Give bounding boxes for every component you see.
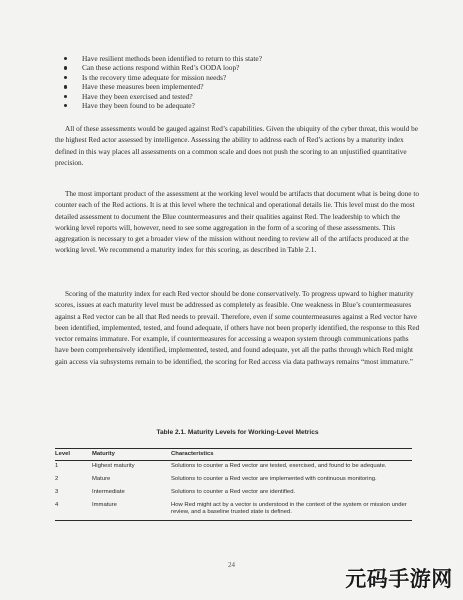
table-row <box>55 460 412 473</box>
table-row <box>55 474 412 487</box>
cell-level: 2 <box>55 476 59 483</box>
list-item: Have resilient methods been identified to return to this state? <box>64 54 444 63</box>
paragraph-scoring: Scoring of the maturity index for each Red vector should be done conservatively. To progress upward to higher maturity scores, issues at each maturity level must be addressed as completely as feasible. One weakness in Blue’s countermeasures against a Red vector can be all that Red needs to prevail. Therefore, even if some countermeasures against a Red vector have been identified, implemented, tested, and found adequate, if others have not been properly identified, the response to this Red vector remains immature. For example, if countermeasures for accessing a weapon system through communications paths have been comprehensively identified, implemented, tested, and found adequate, yet all the paths through which Red might gain access via subsystems remain to be identified, the scoring for Red access via data pathways remains “most immature.” <box>55 290 420 366</box>
table-title: Table 2.1. Maturity Levels for Working-Level Metrics <box>156 429 319 436</box>
paragraph-assessments: All of these assessments would be gauged against Red’s capabilities. Given the ubiquity of the cyber threat, this would be the highest Red actor assessed by intelligence. Assessing the ability to address each of Red’s actions by a maturity index defined in this way places all assessments on a common scale and does not push the scoring to an unjustified quantitative precision. <box>55 125 418 167</box>
list-item: Is the recovery time adequate for mission needs? <box>64 73 444 82</box>
cell-maturity: Immature <box>92 500 171 521</box>
table-row <box>55 487 412 500</box>
cell-maturity: Mature <box>92 476 111 483</box>
list-item: Have these measures been implemented? <box>64 82 444 91</box>
header-characteristics: Characteristics <box>171 449 412 461</box>
cell-level: 1 <box>55 463 59 470</box>
table-header-row <box>55 449 412 461</box>
cell-level: 4 <box>55 500 92 521</box>
paragraph-working-level: The most important product of the assessment at the working level would be artifacts that document what is being done to counter each of the Red actions. It is at this level where the technical and operational details lie. This level must do the most detailed assessment to document the Blue countermeasures and their qualities against Red. The leadership to which the working level reports will, however, need to see some aggregation in the form of a scoring of these assessments. This aggregation is necessary to get a broader view of the mission without needing to review all of the artifacts produced at the working level. We recommend a maturity index for this scoring, as described in Table 2.1. <box>55 190 419 255</box>
list-item: Can these actions respond within Red’s OODA loop? <box>64 63 444 72</box>
bullet-icon <box>64 76 67 79</box>
bullet-icon <box>64 104 67 107</box>
question-list <box>64 54 444 110</box>
list-item: Have they been exercised and tested? <box>64 92 444 101</box>
cell-maturity: Intermediate <box>92 489 125 496</box>
table-row <box>55 500 412 521</box>
maturity-table <box>55 448 412 521</box>
bullet-icon <box>64 85 67 88</box>
bullet-icon <box>64 57 67 60</box>
cell-characteristics: Solutions to counter a Red vector are identified. <box>171 489 296 496</box>
cell-characteristics: Solutions to counter a Red vector are implemented with continuous monitoring. <box>171 476 377 483</box>
header-level: Level <box>55 449 92 461</box>
cell-characteristics: Solutions to counter a Red vector are tested, exercised, and found to be adequate. <box>171 463 387 470</box>
svg-text:元码手游网: 元码手游网 <box>345 567 453 591</box>
cell-level: 3 <box>55 489 59 496</box>
bullet-icon <box>64 95 67 98</box>
watermark-logo <box>343 560 455 594</box>
cell-characteristics: How Red might act by a vector is understood in the context of the system or mission under review, and a baseline trusted state is defined. <box>171 500 412 521</box>
header-maturity: Maturity <box>92 449 171 461</box>
list-item: Have they been found to be adequate? <box>64 101 444 110</box>
page-number: 24 <box>228 561 235 569</box>
cell-maturity: Highest maturity <box>92 463 135 470</box>
bullet-icon <box>64 66 67 69</box>
